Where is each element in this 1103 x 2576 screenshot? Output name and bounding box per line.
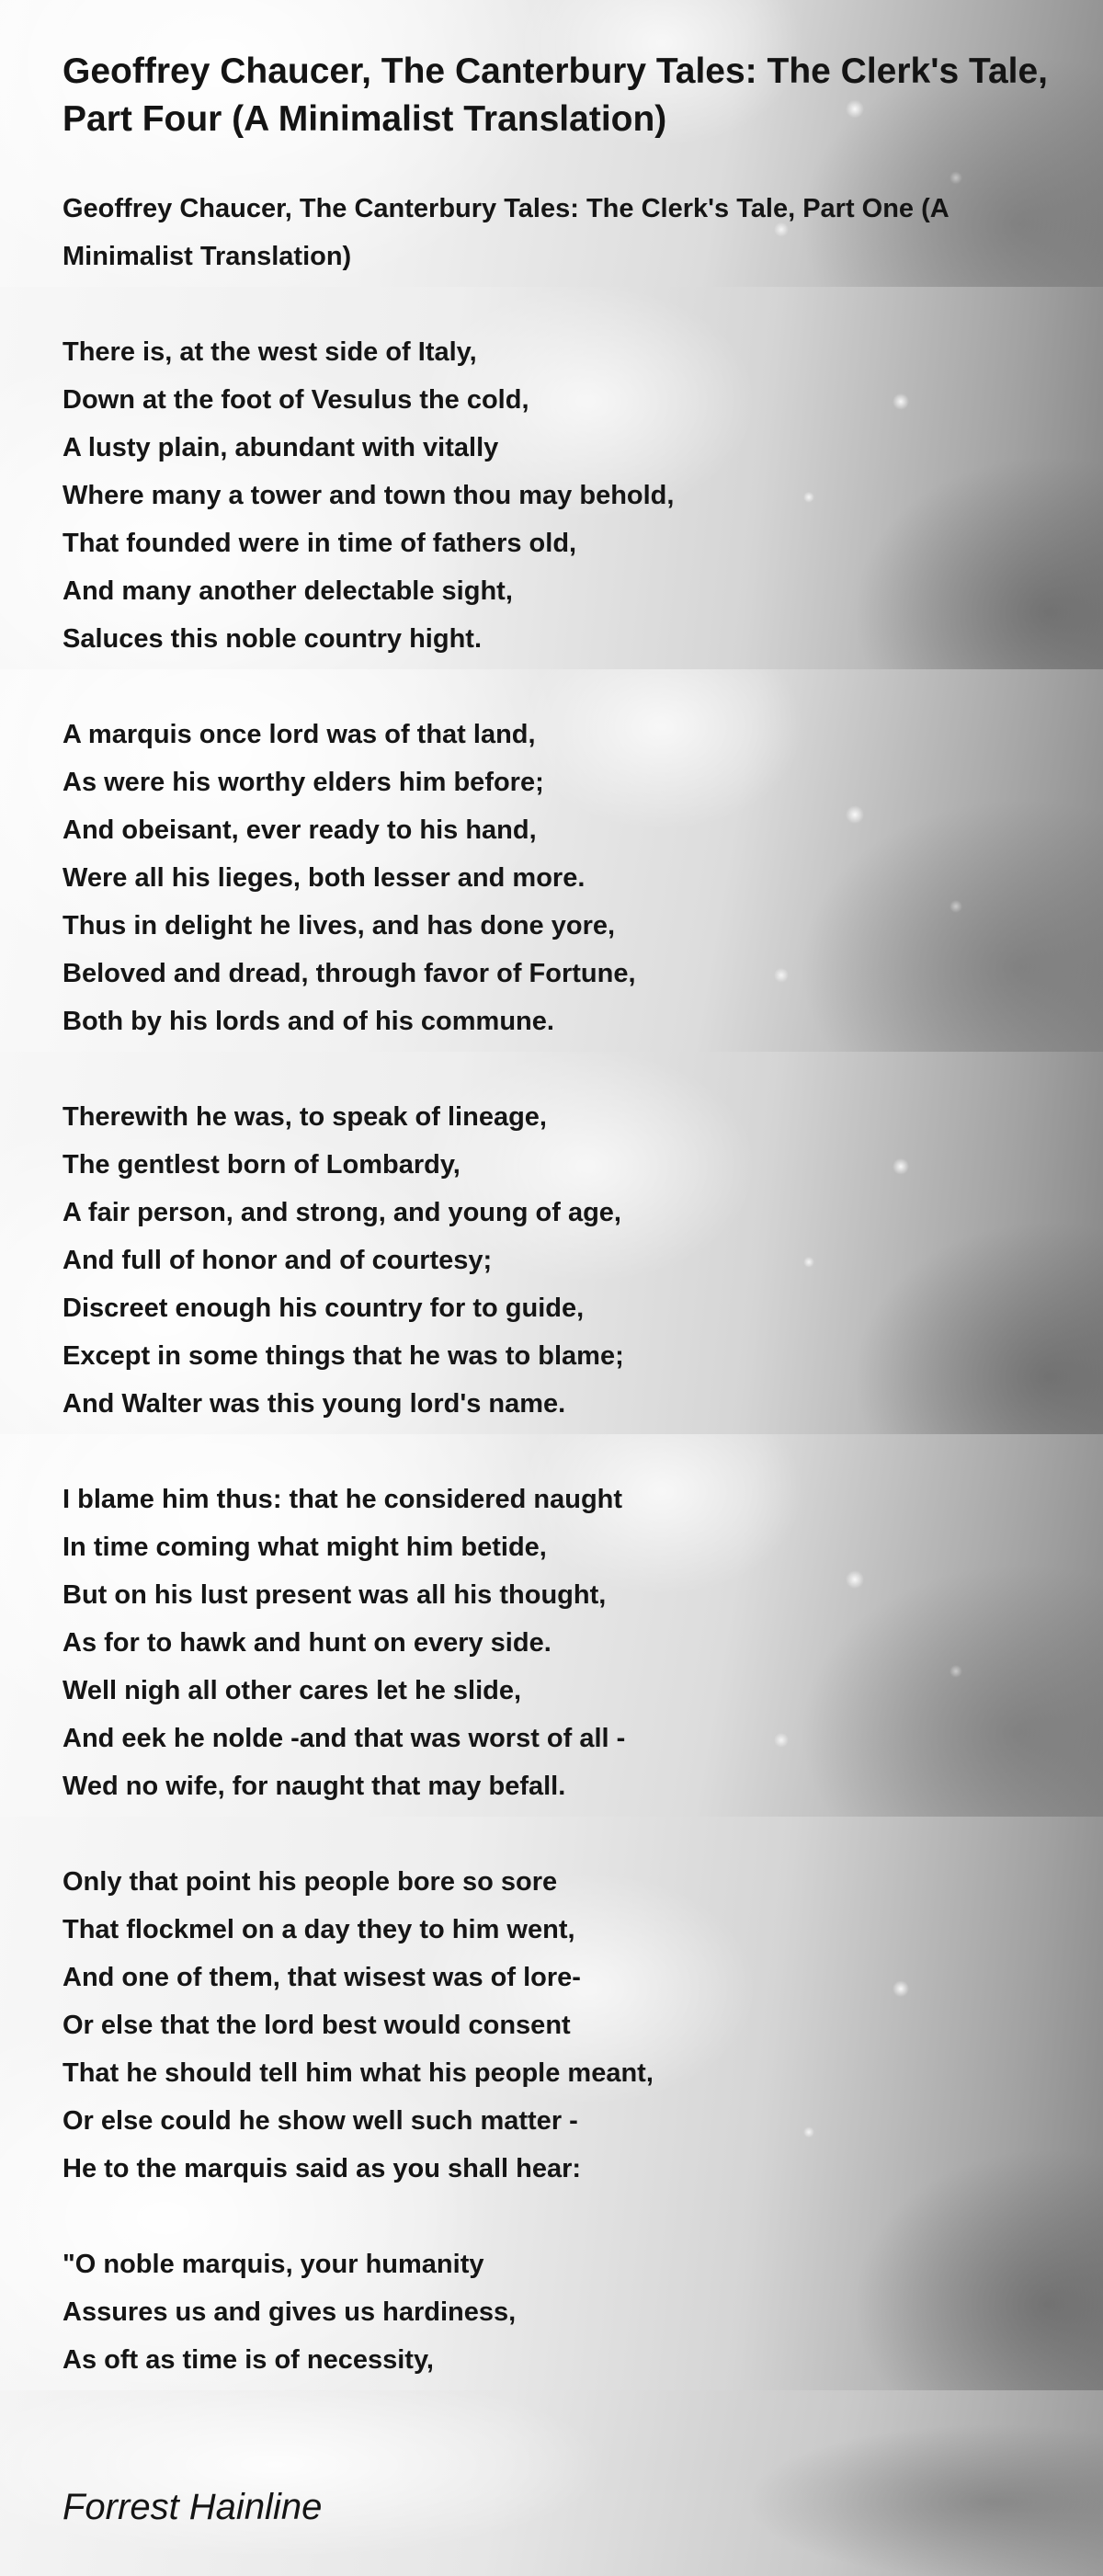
poem-line: Down at the foot of Vesulus the cold, [63, 385, 529, 415]
footer-background [0, 2390, 1103, 2576]
poem-line: Saluces this noble country hight. [63, 624, 482, 654]
poem-line: There is, at the west side of Italy, [63, 337, 477, 367]
poem-subtitle: Geoffrey Chaucer, The Canterbury Tales: The Clerk's Tale, Part One (A Minimalist Translation) [63, 194, 949, 271]
poem-line: Only that point his people bore so sore [63, 1867, 558, 1897]
poem-line: And one of them, that wisest was of lore- [63, 1963, 581, 1992]
poem-line: "O noble marquis, your humanity [63, 2250, 484, 2279]
stanza-5 [63, 1858, 654, 2193]
poem-line: A lusty plain, abundant with vitally [63, 433, 499, 462]
poem-line: Well nigh all other cares let he slide, [63, 1676, 522, 1705]
poem-line: I blame him thus: that he considered naught [63, 1485, 623, 1514]
poem-line: A marquis once lord was of that land, [63, 720, 536, 749]
poem-line: Therewith he was, to speak of lineage, [63, 1102, 547, 1132]
poem-line: Or else could he show well such matter - [63, 2106, 578, 2136]
poem-line: Were all his lieges, both lesser and more. [63, 863, 586, 893]
poem-author: Forrest Hainline [63, 2487, 323, 2527]
poem-line: Except in some things that he was to blame; [63, 1341, 624, 1371]
poem-line: And full of honor and of courtesy; [63, 1246, 493, 1275]
poem-line: That he should tell him what his people meant, [63, 2058, 654, 2088]
poem-line: A fair person, and strong, and young of age, [63, 1198, 621, 1227]
poem-title: Geoffrey Chaucer, The Canterbury Tales: The Clerk's Tale, Part Four (A Minimalist Translation) [63, 51, 1049, 139]
poem-line: That flockmel on a day they to him went, [63, 1915, 575, 1944]
poem-line: And Walter was this young lord's name. [63, 1389, 566, 1419]
poem-line: The gentlest born of Lombardy, [63, 1150, 461, 1180]
stanza-2 [63, 711, 636, 1045]
stanza-1 [63, 328, 674, 663]
poem-line: Thus in delight he lives, and has done yore, [63, 911, 616, 940]
poem-line: Or else that the lord best would consent [63, 2011, 571, 2040]
poem-line: And many another delectable sight, [63, 576, 513, 606]
stanza-6 [63, 2240, 516, 2384]
poem-line: In time coming what might him betide, [63, 1533, 547, 1562]
poem-line: Beloved and dread, through favor of Fortune, [63, 959, 636, 988]
poem-line: As oft as time is of necessity, [63, 2345, 434, 2375]
stanza-4 [63, 1476, 625, 1810]
poem-line: As were his worthy elders him before; [63, 768, 544, 797]
poem-line: And obeisant, ever ready to his hand, [63, 815, 537, 845]
poem-line: And eek he nolde -and that was worst of all - [63, 1724, 626, 1753]
poem-line: As for to hawk and hunt on every side. [63, 1628, 552, 1658]
poem-line: Discreet enough his country for to guide, [63, 1294, 585, 1323]
poem-line: Wed no wife, for naught that may befall. [63, 1772, 566, 1801]
poem-line: He to the marquis said as you shall hear: [63, 2154, 582, 2183]
poem-line: But on his lust present was all his thought, [63, 1580, 607, 1610]
stanza-3 [63, 1093, 624, 1428]
poem-line: That founded were in time of fathers old, [63, 529, 577, 558]
poem-line: Assures us and gives us hardiness, [63, 2297, 517, 2327]
poem-line: Where many a tower and town thou may behold, [63, 481, 675, 510]
poem-line: Both by his lords and of his commune. [63, 1007, 554, 1036]
